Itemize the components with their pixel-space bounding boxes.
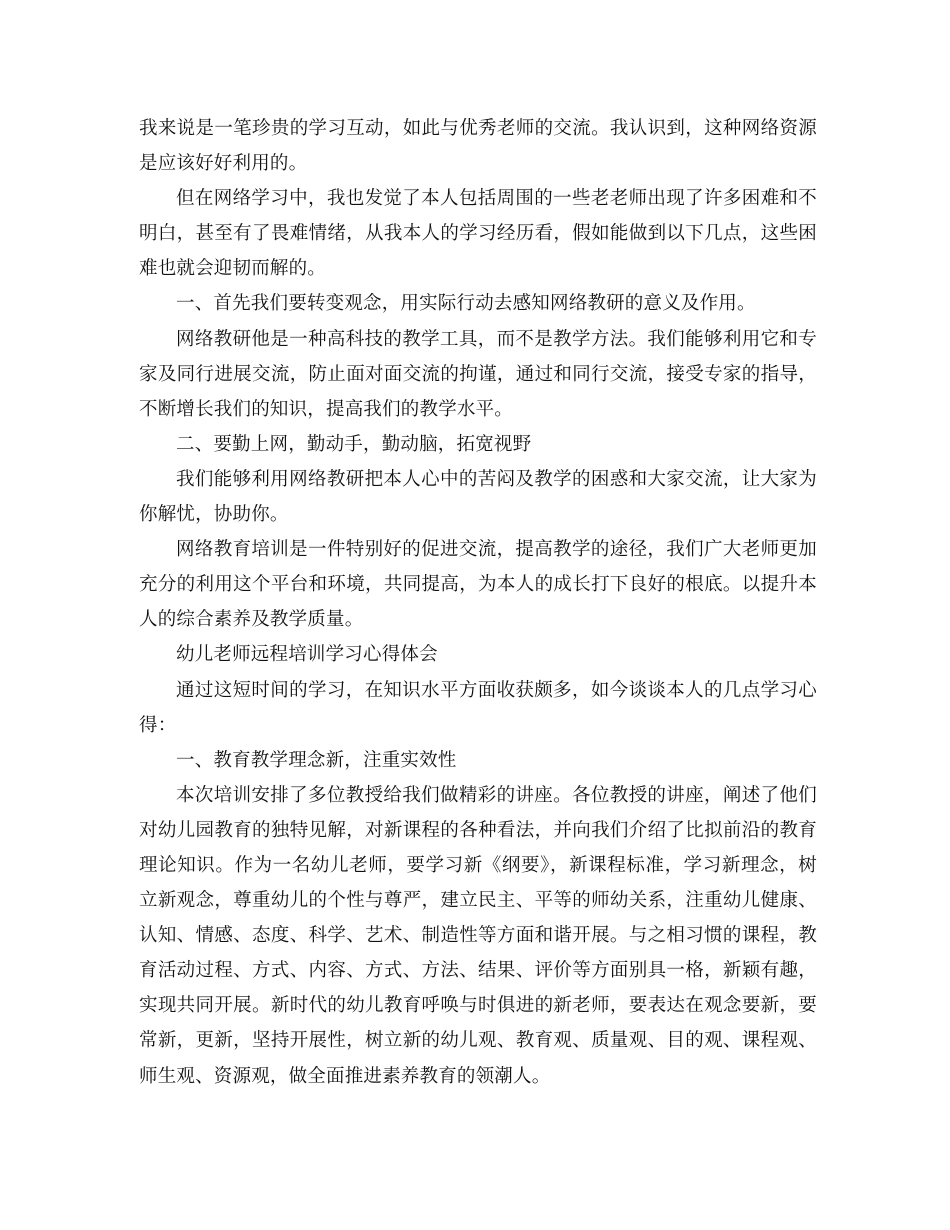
paragraph-5-heading: 二、要勤上网，勤动手，勤动脑，拓宽视野: [176, 433, 532, 455]
paragraph-4: 网络教研他是一种高科技的教学工具，而不是教学方法。我们能够利用它和专家及同行进展交流，防止面对面交流的拘谨，通过和同行交流，接受专家的指导，不断增长我们的知识，提高我们的教学水平。: [139, 328, 817, 420]
document-body: [139, 111, 817, 1094]
section-title: 幼儿老师远程培训学习心得体会: [176, 644, 438, 666]
paragraph-9: 通过这短时间的学习，在知识水平方面收获颇多，如今谈谈本人的几点学习心得：: [139, 679, 817, 736]
paragraph-1: 我来说是一笔珍贵的学习互动，如此与优秀老师的交流。我认识到，这种网络资源是应该好好利用的。: [139, 118, 817, 175]
paragraph-10-heading: 一、教育教学理念新，注重实效性: [176, 749, 457, 771]
paragraph-2: 但在网络学习中，我也发觉了本人包括周围的一些老老师出现了许多困难和不明白，甚至有了畏难情绪，从我本人的学习经历看，假如能做到以下几点，这些困难也就会迎韧而解的。: [139, 188, 817, 280]
paragraph-6: 我们能够利用网络教研把本人心中的苦闷及教学的困惑和大家交流，让大家为你解忧，协助你。: [139, 468, 817, 526]
paragraph-7: 网络教育培训是一件特别好的促进交流，提高教学的途径，我们广大老师更加充分的利用这个平台和环境，共同提高，为本人的成长打下良好的根底。以提升本人的综合素养及教学质量。: [139, 539, 817, 631]
paragraph-3-heading: 一、首先我们要转变观念，用实际行动去感知网络教研的意义及作用。: [176, 293, 756, 315]
paragraph-11: 本次培训安排了多位教授给我们做精彩的讲座。各位教授的讲座，阐述了他们对幼儿园教育的独特见解，对新课程的各种看法，并向我们介绍了比拟前沿的教育理论知识。作为一名幼儿老师，要学习新《纲要》，新课程标准，学习新理念，树立新观念，尊重幼儿的个性与尊严，建立民主、平等的师幼关系，注重幼儿健康、认知、情感、态度、科学、艺术、制造性等方面和谐开展。与之相习惯的课程，教育活动过程、方式、内容、方式、方法、结果、评价等方面别具一格，新颖有趣，实现共同开展。新时代的幼儿教育呼唤与时俱进的新老师，要表达在观念要新，要常新，更新，坚持开展性，树立新的幼儿观、教育观、质量观、目的观、课程观、师生观、资源观，做全面推进素养教育的领潮人。: [139, 784, 817, 1087]
